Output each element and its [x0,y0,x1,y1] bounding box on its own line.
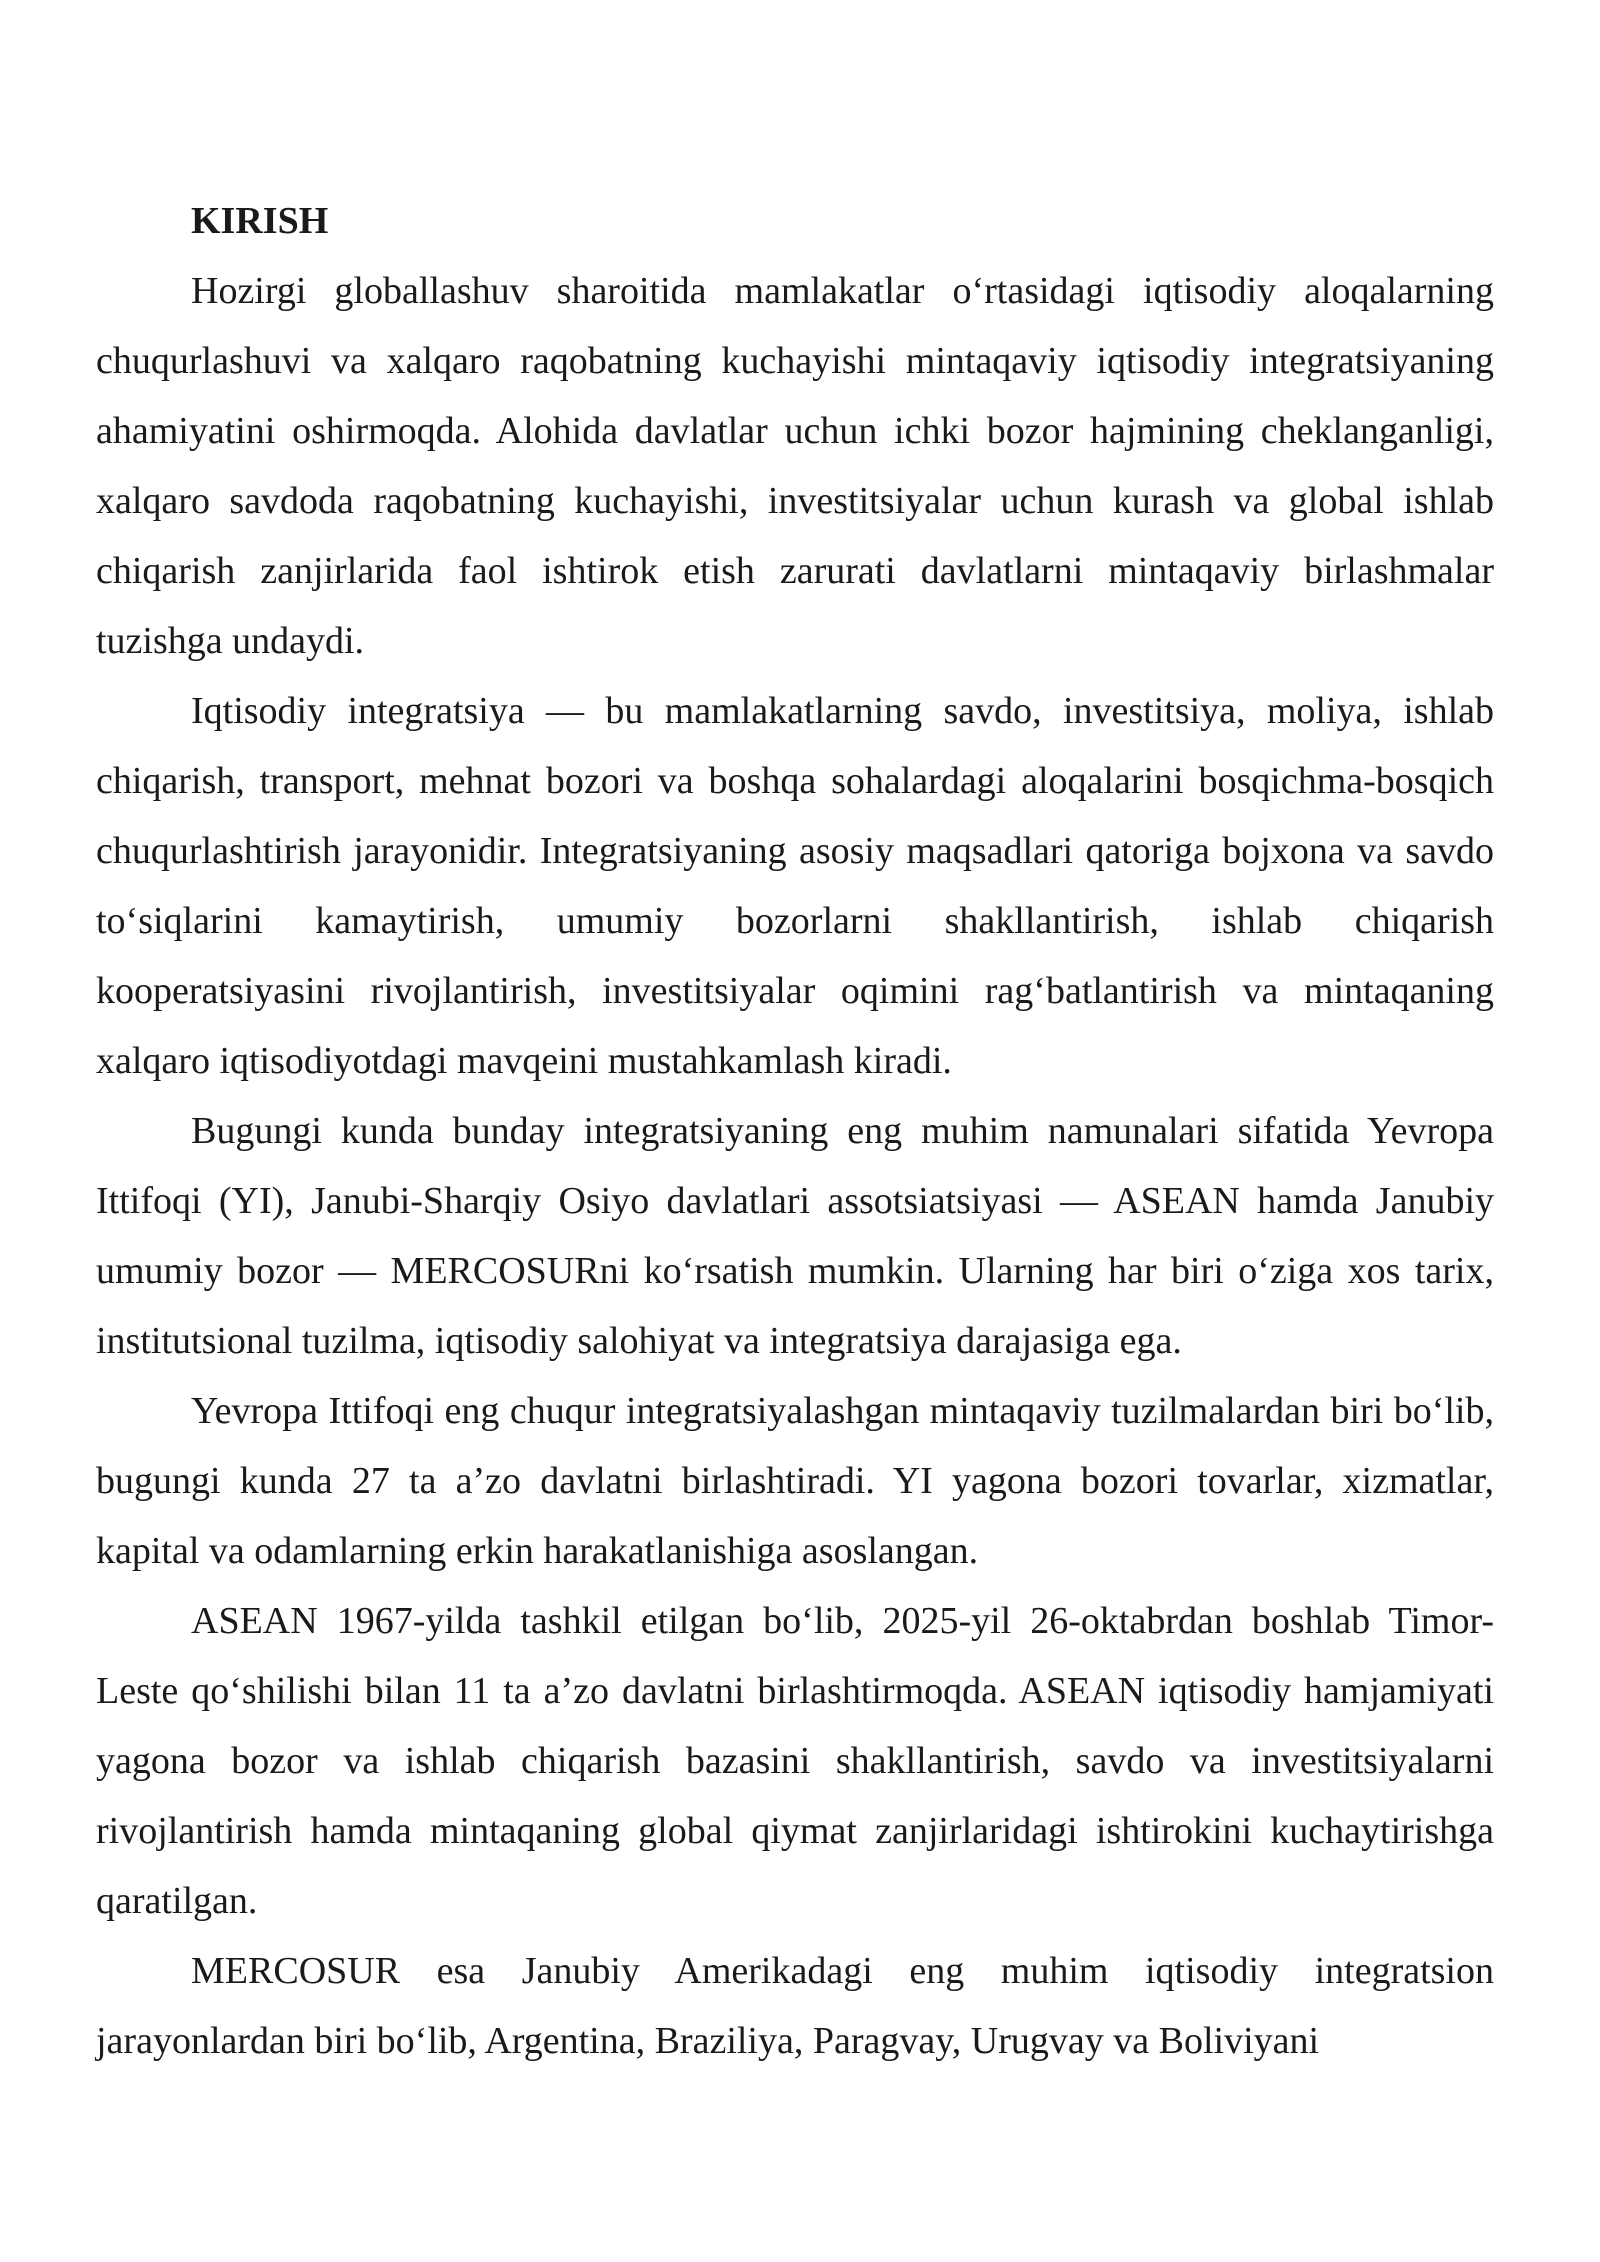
paragraph-2: Iqtisodiy integratsiya — bu mamlakatlarning savdo, investitsiya, moliya, ishlab chiqarish, transport, mehnat bozori va boshqa sohalardagi aloqalarini bosqichma-bosqich chuqurlashtirish jarayonidir. Integratsiyaning asosiy maqsadlari qatoriga bojxona va savdo to‘siqlarini kamaytirish, umumiy bozorlarni shakllantirish, ishlab chiqarish kooperatsiyasini rivojlantirish, investitsiyalar oqimini rag‘batlantirish va mintaqaning xalqaro iqtisodiyotdagi mavqeini mustahkamlash kiradi. [96,690,1494,1082]
section-heading: KIRISH [191,200,329,242]
document-body [96,186,1494,2076]
paragraph-1: Hozirgi globallashuv sharoitida mamlakatlar o‘rtasidagi iqtisodiy aloqalarning chuqurlashuvi va xalqaro raqobatning kuchayishi mintaqaviy iqtisodiy integratsiyaning ahamiyatini oshirmoqda. Alohida davlatlar uchun ichki bozor hajmining cheklanganligi, xalqaro savdoda raqobatning kuchayishi, investitsiyalar uchun kurash va global ishlab chiqarish zanjirlarida faol ishtirok etish zarurati davlatlarni mintaqaviy birlashmalar tuzishga undaydi. [96,270,1494,662]
paragraph-6: MERCOSUR esa Janubiy Amerikadagi eng muhim iqtisodiy integratsion jarayonlardan biri bo‘lib, Argentina, Braziliya, Paragvay, Urugvay va Boliviyani [96,1950,1494,2062]
paragraph-4: Yevropa Ittifoqi eng chuqur integratsiyalashgan mintaqaviy tuzilmalardan biri bo‘lib, bugungi kunda 27 ta a’zo davlatni birlashtiradi. YI yagona bozori tovarlar, xizmatlar, kapital va odamlarning erkin harakatlanishiga asoslangan. [96,1390,1494,1572]
paragraph-5: ASEAN 1967-yilda tashkil etilgan bo‘lib, 2025-yil 26-oktabrdan boshlab Timor-Leste qo‘shilishi bilan 11 ta a’zo davlatni birlashtirmoqda. ASEAN iqtisodiy hamjamiyati yagona bozor va ishlab chiqarish bazasini shakllantirish, savdo va investitsiyalarni rivojlantirish hamda mintaqaning global qiymat zanjirlaridagi ishtirokini kuchaytirishga qaratilgan. [96,1600,1494,1922]
paragraph-3: Bugungi kunda bunday integratsiyaning eng muhim namunalari sifatida Yevropa Ittifoqi (YI), Janubi-Sharqiy Osiyo davlatlari assotsiatsiyasi — ASEAN hamda Janubiy umumiy bozor — MERCOSURni ko‘rsatish mumkin. Ularning har biri o‘ziga xos tarix, institutsional tuzilma, iqtisodiy salohiyat va integratsiya darajasiga ega. [96,1110,1494,1362]
